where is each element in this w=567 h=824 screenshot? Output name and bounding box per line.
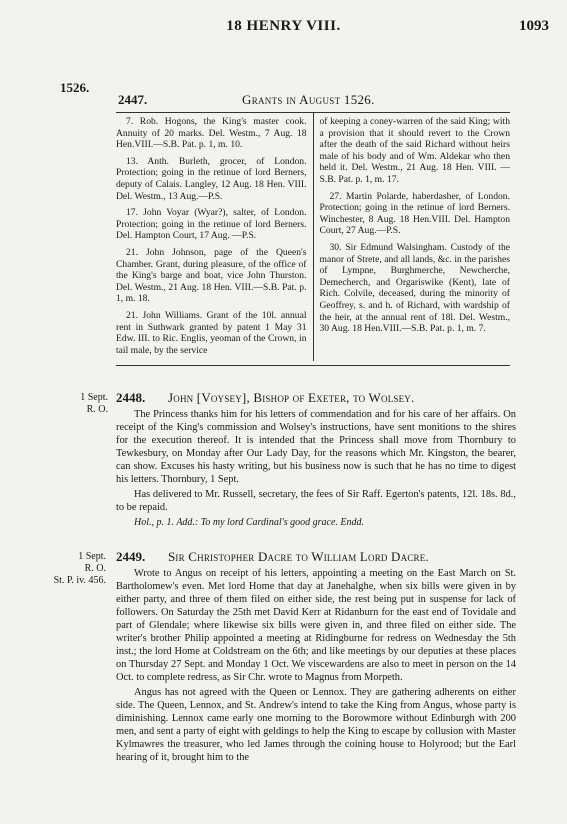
left-column [116, 113, 313, 361]
entry-number: 2448. [116, 390, 146, 405]
grant-item: 21. John Johnson, page of the Queen's Chamber. Grant, during pleasure, of the office of the King's barge and boat, vice John Thurston. Del. Westm., 21 Aug. 18 Hen. VIII.—S.B. Pat. p. 1, m. 18. [116, 246, 307, 305]
letter-2449 [116, 549, 516, 764]
grant-item: 30. Sir Edmund Walsingham. Custody of the manor of Strete, and all lands, &c. in the parishes of Lympne, Burghmerche, Newcherche, Demecherch, and Orgariswike (Kent), late of Rich. Colvile, deceased, during the minority of Geoffrey, s. and h. of Richard, with wardship of the heir, at the annual rent of 18l. Del. Westm., 30 Aug. 18 Hen.VIII.—S.B. Pat. p. 1, m. 7. [319, 241, 510, 335]
paragraph: The Princess thanks him for his letters of commendation and for his care of her affairs. On receipt of the King's commission and Wolsey's instructions, have sent monitions to the shires for the execution thereof. It is intended that the Princess shall move from Thornbury to Tewkesbury, on Monday after Our Lady Day, for the reasons which Mr. Kingston, the bearer, can show. Excuses his hasty writing, but his business now is such that he has no time to digest his letters. Thornbury, 1 Sept. [116, 409, 516, 485]
margin-note [44, 551, 106, 587]
grant-item: 21. John Williams. Grant of the 10l. annual rent in Suthwark granted by patent 1 May 31 Edw. III. to Ric. Englis, yeoman of the Crown, in tail male, by the service [116, 309, 307, 356]
margin-note [46, 392, 108, 416]
letter-source-secondary: St. P. iv. 456. [53, 575, 106, 586]
entry-title: John [Voysey], Bishop of Exeter, to Wolsey. [168, 390, 415, 405]
entry-number: 2449. [116, 549, 146, 564]
divider [116, 365, 510, 366]
year-label: 1526. [60, 80, 90, 95]
grant-item: of keeping a coney-warren of the said King; with a provision that it should revert to the Crown after the death of the said Richard without heirs male of his body and of Wm. Aldekar who then held it. Del. Westm., 21 Aug. 18 Hen. VIII. — S.B. Pat. p. 1, m. 17. [319, 116, 510, 185]
paragraph: Wrote to Angus on receipt of his letters, appointing a meeting on the East March on St. Bartholomew's even. Met lord Home that day at Janehalghe, when six bills were given in by either party, and three of them filed on either side, the rest being put in suspense for lack of followers. On Saturday the 25th met David Kerr at Ridanburn for the east end of Tovidale and part of Glendale; where likewise six bills were given in, and three filed on either side. The writer's brother Philip appointed a meeting at Ridingburne for redress on Wednesday the 5th inst.; the lord Home at Coldstream on the 6th; and like meetings by our deputies at these places on Thursday 27 Sept. and Monday 1 Oct. We viscewardens are also to meet in person on the 14 Oct. to complete redress, as Sir Chr. wrote to Magnus from Morpeth. [116, 568, 516, 683]
grants-heading [116, 92, 510, 108]
right-column [313, 113, 511, 361]
letter-heading [116, 390, 516, 406]
letter-date: 1 Sept. [80, 392, 108, 403]
letter-source: R. O. [86, 404, 108, 415]
letter-source: R. O. [84, 563, 106, 574]
two-column-body [116, 113, 510, 361]
running-head [0, 18, 567, 38]
grant-item: 17. John Voyar (Wyar?), salter, of London. Protection; going in the retinue of lord Berners. Del. Hampton Court, 17 Aug. —P.S. [116, 207, 307, 242]
endnote: Hol., p. 1. Add.: To my lord Cardinal's good grace. Endd. [134, 517, 365, 528]
grant-item: 13. Anth. Burleth, grocer, of London. Protection; going in the retinue of lord Berners, deputy of Calais. Langley, 12 Aug. 18 Hen. VIII. Del. Westm., 13 Aug.—P.S. [116, 155, 307, 202]
grants-block [116, 92, 510, 366]
paragraph: Angus has not agreed with the Queen or Lennox. They are gathering adherents on either side. The Queen, Lennox, and St. Andrew's intend to take the King from Angus, whose party is diminishing. Lennox came early one morning to the Borowmore without Edinburgh with 200 men, and sent a party of eight with geldings to help the King to escape by collusion with Master Kylmawres the treasurer, who led James through the coining house to Holyrood; but the Earl hearing of it, brought him to the [116, 687, 516, 763]
grant-item: 27. Martin Polarde, haberdasher, of London. Protection; going in the retinue of lord Berners. Winchester, 8 Aug. 18 Hen.VIII. Del. Hampton Court, 27 Aug.—P.S. [319, 190, 510, 237]
reign-heading: 18 HENRY VIII. [226, 18, 341, 34]
paragraph: Has delivered to Mr. Russell, secretary, the fees of Sir Raff. Egerton's patents, 12l. 18s. 8d., to be repaid. [116, 489, 516, 513]
entry-title: Grants in August 1526. [242, 92, 375, 107]
entry-title: Sir Christopher Dacre to William Lord Dacre. [168, 549, 429, 564]
grant-item: 7. Rob. Hogons, the King's master cook. Annuity of 20 marks. Del. Westm., 7 Aug. 18 Hen.VIII.—S.B. Pat. p. 1, m. 10. [116, 116, 307, 151]
page-number: 1093 [519, 18, 549, 34]
letter-heading [116, 549, 516, 565]
letter-2448 [116, 390, 516, 528]
entry-number: 2447. [118, 92, 148, 107]
letter-date: 1 Sept. [78, 551, 106, 562]
